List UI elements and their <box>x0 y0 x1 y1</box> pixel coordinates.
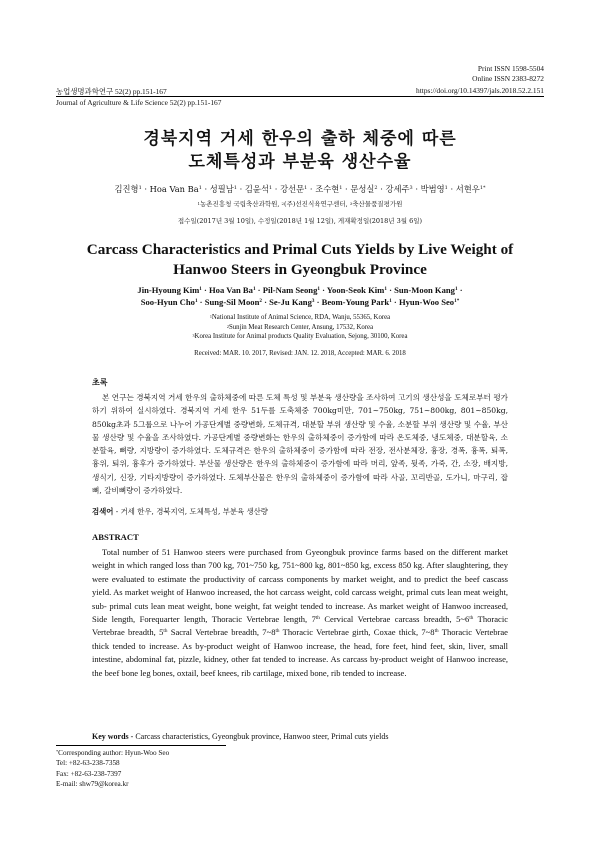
korean-author <box>210 184 237 194</box>
korean-author-sup: 1 <box>233 185 237 191</box>
korean-author-name: Hoa Van Ba <box>149 184 199 194</box>
english-abstract-heading: ABSTRACT <box>92 532 139 542</box>
korean-author <box>385 184 412 194</box>
korean-dates: 접수일(2017년 3월 10일), 수정일(2018년 1월 12일), 게재확정일(2018년 3월 6일) <box>177 217 423 225</box>
korean-journal-name: 농업생명과학연구 52(2) pp.151-167 <box>56 87 167 96</box>
korean-author-sup: 2 <box>374 185 378 191</box>
korean-author <box>421 184 448 194</box>
english-affiliation: $^3$Korea Institute for Animal products Quality Evaluation, Sejong, 30100, Korea <box>192 333 408 340</box>
korean-title-line2: 도체특성과 부분육 생산수율 <box>188 152 412 172</box>
korean-author-name: 김진형 <box>114 184 139 194</box>
english-author-name: Soo-Hyun Cho <box>140 297 195 307</box>
english-affiliations <box>56 313 544 342</box>
korean-author <box>350 184 377 194</box>
english-author-sup: 1 <box>252 286 256 292</box>
korean-author-name: 성필남 <box>209 184 234 194</box>
english-author-name: Hyun-Woo Seo <box>398 297 455 307</box>
korean-author-list: 김진형$^1$ · Hoa Van $Ba^1$ · 성필남$^1$ · 김윤석$^1$ · 강선문$^1$ · 조수현$^1$ · 문성실$^2$ · 강세주$^3$ · 박범영$^1$ · 서현우$^{1*}$ <box>114 184 486 194</box>
english-author-name: Pil-Nam Seong <box>262 285 318 295</box>
korean-author <box>245 184 272 194</box>
korean-author <box>315 184 342 194</box>
english-author-sup: 1 <box>194 298 198 304</box>
english-author <box>263 285 320 295</box>
print-issn: Print ISSN 1598-5504 <box>477 64 544 73</box>
english-title <box>56 240 544 280</box>
korean-author-name: 강세주 <box>385 184 410 194</box>
korean-author-sup: 1 <box>268 185 273 191</box>
english-keywords-text: - Carcass characteristics, Gyeongbuk province, Hanwoo steer, Primal cuts yields <box>128 732 389 741</box>
korean-author-name: 서현우 <box>455 184 480 194</box>
doi-link[interactable]: https://doi.org/10.14397/jals.2018.52.2.151 <box>416 86 544 95</box>
english-author-name: Hoa Van Ba <box>209 285 253 295</box>
korean-author <box>115 184 142 194</box>
footnote <box>56 748 169 790</box>
korean-author-name: 강선문 <box>280 184 305 194</box>
footnote-email[interactable]: E-mail: shw79@korea.kr <box>56 780 129 789</box>
english-author <box>141 297 198 307</box>
issn-block <box>472 64 544 83</box>
english-author-sup: 3 <box>311 298 315 304</box>
korean-author-sup: 1 <box>444 185 448 191</box>
english-author-sup: 1 <box>384 286 387 292</box>
footnote-fax: Fax: +82-63-238-7397 <box>56 769 122 778</box>
english-author <box>205 297 262 307</box>
korean-title-line1: 경북지역 거세 한우의 출하 체중에 따른 <box>143 129 457 149</box>
english-keywords-label: Key words <box>92 732 129 741</box>
korean-affiliations <box>56 200 544 209</box>
korean-author <box>456 184 486 194</box>
english-author-name: Sun-Moon Kang <box>394 285 455 295</box>
english-keywords <box>92 732 508 741</box>
english-author-sup: 1 <box>317 286 320 292</box>
english-author-name: Jin-Hyoung Kim <box>137 285 200 295</box>
english-title-line1: Carcass Characteristics and Primal Cuts Yields by Live Weight of <box>86 241 514 258</box>
english-author-sup: 1 <box>454 286 458 292</box>
english-affiliation: $^2$Sunjin Meat Research Center, Ansung, 17532, Korea <box>226 323 374 331</box>
korean-title <box>56 128 544 174</box>
english-author-list <box>56 284 544 308</box>
english-authors-line1: Jin-Hyoung Kim$^1$ · Hoa Van $Ba^1 \cdot Pil-Nam$ Seong$^1$ · Yoon-Seok Kim$^1$ · Sun-Moon Kang$^1$ · <box>137 285 463 295</box>
korean-author-sup: 3 <box>409 185 413 191</box>
korean-affiliation: $^1$농촌진흥청 국립축산과학원, <box>197 200 282 208</box>
korean-author <box>150 184 202 194</box>
english-affiliation: $^1$National Institute of Animal Science, RDA, Wanju, 55365, Korea <box>209 314 391 321</box>
english-author-sup: 1* <box>454 298 460 304</box>
header-rule <box>56 96 544 97</box>
korean-author-sup: 1 <box>198 185 202 191</box>
korean-abstract-body: 본 연구는 경북지역 거세 한우의 출하체중에 따른 도체 특성 및 부분육 생산량을 조사하여 고기의 생산성을 도체로부터 평가하기 위하여 실시하였다. 경북지역 거세 한우 51두를 도축체중 700kg미만, 701~750kg, 751~800kg, 801~850kg, 850kg초과 5그룹으로 나누어 가공단계별 중량변화, 도체규격, 대분할 부위 생산량 및 수율, 소분할 부위 생산량 및 수율, 부산물 생산량 및 수율을 조사하였다. 가공단계별 중량변화는 한우의 출하체중이 증가함에 따라 온도체중, 냉도체중, 대분할육, 소분할육, 뼈량, 지방량이 증가하였다. 도체규격은 한우의 출하체중이 증가함에 따라 전장, 전사분체장, 흉장, 경폭, 흉폭, 퇴폭, 흉위, 퇴위, 흉후가 증가하였다. 부산물 생산량은 한우의 출하체중이 증가함에 따라 머리, 앞족, 뒷족, 가죽, 간, 소장, 배지방, 생식기, 신장, 기타지방량이 증가하였다. 도체부산물은 한우의 출하체중이 증가함에 따라 사골, 꼬리반골, 도가니, 마구리, 잡뼈, 갈비뼈량이 증가하였다. <box>92 393 508 496</box>
korean-keywords-label: 검색어 <box>92 507 114 516</box>
english-author <box>394 285 457 295</box>
english-journal-name: Journal of Agriculture & Life Science 52(2) pp.151-167 <box>56 98 222 107</box>
english-abstract-body: Total number of 51 Hanwoo steers were purchased from Gyeongbuk province farms based on the different market weight in which ranged loss than 700 kg, 701~750 kg, 751~800 kg, 801~850 kg, excess 850 kg. After slaughtering, they were evaluated to estimate the productivity of carcass components by market weight, and to predict the beef cascass yield. As market weight of Hanwoo increased, the hot carcass weight, cold carcass weight, primal cuts lean meat weight, sub- primal cuts lean meat weight, bone weight, fat weight tended to increase. As market weight of Hanwoo increased, Side length, Forequarter length, Thoracic Vertebrae length, 7th Cervical Vertebrae carcass breadth, 5~6th Thoracic Vertebrae breadth, 5th Sacral Vertebrae breadth, 7~8th Thoracic Vertebrae girth, Coxae thick, 7~8th Thoracic Vertebrae thick tended to increase. As by-product weight of Hanwoo increase, the head, fore feet, hind feet, skin, liver, small intestine, abdominal fat, pizzle, kidney, other fat tended to increase. As carcass by-product weight of Hanwoo increase, the beef bone leg bones, oxtail, beef knees, rib cartilage, mixed bone, rib tended to increase. <box>92 547 509 678</box>
english-author-name: Sung-Sil Moon <box>204 297 260 307</box>
korean-author-name: 김윤석 <box>244 184 269 194</box>
english-author-name: Beom-Young Park <box>321 297 390 307</box>
online-issn: Online ISSN 2383-8272 <box>472 73 544 83</box>
korean-author-sup: 1 <box>304 185 308 191</box>
korean-author-sup: 1 <box>339 185 343 191</box>
english-title-line2: Hanwoo Steers in Gyeongbuk Province <box>173 261 427 278</box>
korean-author-sup: 1 <box>138 185 142 191</box>
english-author <box>269 297 314 307</box>
english-dates: Received: MAR. 10. 2017, Revised: JAN. 12. 2018, Accepted: MAR. 6. 2018 <box>194 350 406 357</box>
english-authors-line2: Soo-Hyun Cho$^1$ · Sung-Sil Moon$^2$ · Se-Ju Kang$^3$ · Beom-Young Park$^1$ · Hyun-Woo Seo$^{1*}$ <box>140 297 460 307</box>
korean-author-name: 박범영 <box>420 184 445 194</box>
corresponding-author: *Corresponding author: Hyun-Woo Seo <box>56 749 170 757</box>
footnote-tel: Tel: +82-63-238-7358 <box>56 759 120 768</box>
english-author <box>137 285 201 295</box>
english-author <box>327 285 387 295</box>
english-author-sup: 1 <box>389 298 392 304</box>
english-author-name: Yoon-Seok Kim <box>326 285 385 295</box>
korean-author-name: 문성실 <box>350 184 375 194</box>
english-author <box>322 297 392 307</box>
english-author-name: Se-Ju Kang <box>269 297 312 307</box>
korean-author-name: 조수현 <box>315 184 340 194</box>
korean-author-sup: 1* <box>479 185 486 191</box>
korean-author <box>280 184 307 194</box>
footnote-rule <box>56 745 226 746</box>
english-author-sup: 2 <box>259 298 262 304</box>
english-author-sup: 1 <box>199 286 202 292</box>
english-author <box>209 285 256 295</box>
korean-affiliation: $^2$(주)선진식육연구센터, <box>281 200 350 208</box>
korean-keywords <box>92 506 268 517</box>
korean-keywords-text: - 거세 한우, 경북지역, 도체특성, 부분육 생산량 <box>113 507 268 516</box>
english-author <box>399 297 459 307</box>
korean-abstract-heading: 초록 <box>92 378 108 387</box>
korean-affiliation: $^3$축산물품질평가원 <box>349 200 403 208</box>
